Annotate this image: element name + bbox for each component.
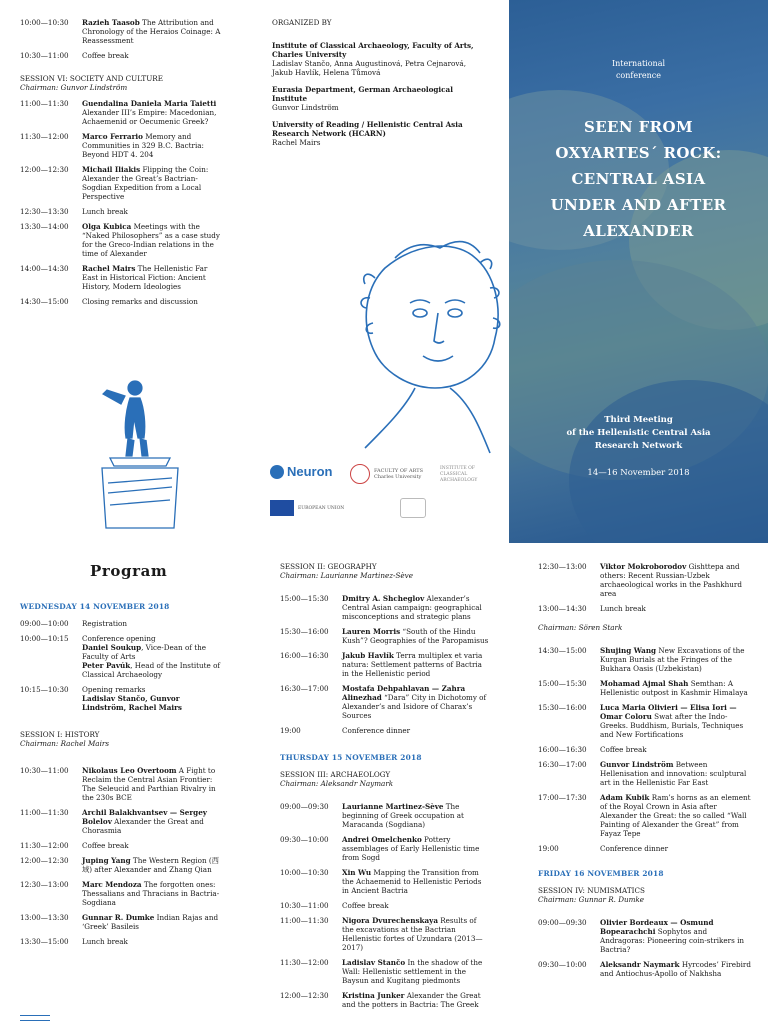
organizer-block: Institute of Classical Archaeology, Faculty of Arts, Charles University Ladislav Stančo, Anna Augustinová, Petra Cejnarová, Jakub Havlík, Helena Tůmová [272,41,474,77]
schedule-row [280,627,490,645]
eu-flag-icon [270,500,294,516]
schedule-time: 19:00 [538,844,559,853]
schedule-entry: Xin Wu Mapping the Transition from the Achaemenid to Hellenistic Periods in Ancient Bactria [342,868,482,895]
schedule-row [538,760,753,787]
schedule-row [20,264,225,291]
schedule-row [280,684,490,720]
session2-chair: Chairman: Laurianne Martinez-Sève [280,571,413,580]
schedule-time: 11:00—11:30 [20,808,69,817]
schedule-time: 14:00—14:30 [20,264,69,273]
session6-title: SESSION VI: SOCIETY AND CULTURE [20,74,163,83]
schedule-row [20,913,225,931]
schedule-row [280,916,490,952]
schedule-row [20,51,225,60]
schedule-entry: Coffee break [342,901,389,910]
schedule-row [20,808,225,835]
session4-chair: Chairman: Gunnar R. Dumke [538,895,645,904]
schedule-entry: Kristina Junker Alexander the Great and the potters in Bactria: The Greek [342,991,481,1009]
schedule-entry: Coffee break [82,51,129,60]
schedule-row [20,619,225,628]
cover-title-line: UNDER AND AFTER [550,196,727,214]
schedule-row [538,960,753,978]
schedule-time: 10:00—10:30 [20,18,69,27]
schedule-row [20,297,225,306]
schedule-entry: Opening remarks Ladislav Stančo, Gunvor Lindström, Rachel Mairs [82,685,182,712]
session4-title: SESSION IV: NUMISMATICS [538,886,645,895]
schedule-time: 10:30—11:00 [20,51,69,60]
schedule-entry: Ladislav Stančo In the shadow of the Wall: Hellenistic settlement in the Baysun and Kugitang piedmonts [342,958,483,985]
schedule-entry: Rachel Mairs The Hellenistic Far East in Historical Fiction: Ancient History, Modern Ideologies [82,264,208,291]
cover-meeting [509,414,768,453]
schedule-row [280,901,490,910]
session2-title: SESSION II: GEOGRAPHY [280,562,377,571]
cover-title-line: CENTRAL ASIA [571,170,706,188]
s3-list [280,802,490,1009]
cover-title-line: SEEN FROM [583,118,694,136]
schedule-entry: Lunch break [600,604,646,613]
cover-meeting-line: Third Meeting [604,415,673,425]
schedule-row [20,937,225,946]
schedule-entry: Andrei Omelchenko Pottery assemblages of Early Hellenistic time from Sogd [342,835,480,862]
schedule-entry: Razieh Taasob The Attribution and Chronology of the Heraios Coinage: A Reassessment [82,18,221,45]
s4-list [538,918,753,978]
cupid-statue-illustration [80,368,200,538]
schedule-time: 11:00—11:30 [280,916,329,925]
schedule-row [280,802,490,829]
col3b-list [538,646,753,853]
schedule-row [538,562,753,598]
seal-icon [350,464,370,484]
schedule-entry: Coffee break [600,745,647,754]
schedule-time: 12:30—13:00 [20,880,69,889]
cover-kicker-1: International [611,59,666,68]
schedule-row [280,651,490,678]
session6-chair: Chairman: Gunvor Lindström [20,83,128,92]
schedule-time: 10:30—11:00 [20,766,69,775]
schedule-time: 13:30—14:00 [20,222,69,231]
schedule-entry: Marco Ferrario Memory and Communities in 329 B.C. Bactria: Beyond HDT 4. 204 [82,132,204,159]
schedule-time: 10:15—10:30 [20,685,69,694]
schedule-entry: Mostafa Dehpahlavan — Zahra Alinezhad “Dara” City in Dichotomy of Alexander’s and Isidore of Charax’s Sources [342,684,487,720]
schedule-entry: Viktor Mokroborodov Gishttepa and others: Recent Russian-Uzbek archaeological works in the Pashkhurd area [600,562,742,598]
wed-day: WEDNESDAY 14 NOVEMBER 2018 [20,602,170,611]
schedule-row [538,745,753,754]
schedule-entry: Aleksandr Naymark Hyrcodes’ Firebird and Antiochus-Apollo of Nakhsha [600,960,751,978]
schedule-time: 15:00—15:30 [280,594,329,603]
gorgon-head-illustration [355,228,505,458]
footer-mark-icon [20,1015,50,1023]
cover-panel [509,0,768,543]
schedule-time: 16:30—17:00 [538,760,587,769]
col3-bottom [538,562,753,984]
schedule-entry: Juping Yang The Western Region (西域) after Alexander and Zhang Qian [82,856,219,874]
s2-list [280,594,490,735]
schedule-time: 12:00—12:30 [20,856,69,865]
schedule-entry: Conference opening Daniel Soukup, Vice-Dean of the Faculty of Arts Peter Pavúk, Head of the Institute of Classical Archaeology [82,634,221,679]
schedule-row [20,207,225,216]
schedule-time: 11:30—12:00 [20,132,69,141]
schedule-row [20,132,225,159]
schedule-time: 09:00—09:30 [538,918,587,927]
schedule-time: 19:00 [280,726,301,735]
cover-title-line: ALEXANDER [583,222,694,240]
org-heading: ORGANIZED BY [272,18,332,27]
cover-meeting-line: of the Hellenistic Central Asia [566,428,711,438]
schedule-entry: Michail Iliakis Flipping the Coin: Alexander the Great’s Bactrian-Sogdian Expedition from a Local Perspective [82,165,209,201]
col1-list [20,18,225,60]
schedule-time: 16:00—16:30 [538,745,587,754]
schedule-entry: Jakub Havlík Terra multiplex et varia natura: Settlement patterns of Bactria in the Hellenistic period [342,651,483,678]
schedule-row [20,165,225,201]
schedule-entry: Registration [82,619,128,628]
schedule-entry: Conference dinner [342,726,411,735]
schedule-row [280,868,490,895]
schedule-row [20,856,225,874]
schedule-time: 15:30—16:00 [280,627,329,636]
schedule-row [538,646,753,673]
schedule-row [20,18,225,45]
schedule-time: 14:30—15:00 [538,646,587,655]
schedule-entry: Gunvor Lindström Between Hellenisation and innovation: sculptural art in the Hellenistic Far East [600,760,747,787]
cover-dates: 14—16 November 2018 [587,468,690,478]
schedule-time: 12:00—12:30 [20,165,69,174]
partner-logo [400,498,426,518]
schedule-row [20,99,225,126]
session1-title: SESSION I: HISTORY [20,730,100,739]
schedule-entry: Closing remarks and discussion [82,297,198,306]
schedule-row [20,685,225,712]
org-blocks [272,41,477,147]
schedule-row [538,918,753,954]
schedule-row [20,841,225,850]
schedule-time: 09:30—10:00 [280,835,329,844]
program-title: Program [90,562,168,580]
schedule-time: 12:00—12:30 [280,991,329,1000]
thu-day: THURSDAY 15 NOVEMBER 2018 [280,753,422,762]
session3-title: SESSION III: ARCHAEOLOGY [280,770,391,779]
schedule-row [280,991,490,1009]
cover-title [509,114,768,244]
schedule-entry: Nigora Dvurechenskaya Results of the excavations at the Bactrian Hellenistic fortes of Uzundara (2013—2017) [342,916,483,952]
chair-stark: Chairman: Sören Stark [538,623,623,632]
schedule-row [280,594,490,621]
schedule-row [538,604,753,613]
col1-bottom [20,592,225,952]
schedule-row [280,958,490,985]
schedule-row [538,679,753,697]
schedule-entry: Gunnar R. Dumke Indian Rajas and ‘Greek’ Basileis [82,913,219,931]
schedule-row [280,835,490,862]
schedule-entry: Lunch break [82,207,128,216]
faculty-logo: FACULTY OF ARTS Charles University [350,464,423,484]
schedule-time: 13:00—14:30 [538,604,587,613]
schedule-entry: Archil Balakhvantsev — Sergey Bolelov Alexander the Great and Chorasmia [82,808,207,835]
schedule-time: 13:30—15:00 [20,937,69,946]
neuron-logo: Neuron [270,464,333,479]
schedule-entry: Laurianne Martinez-Sève The beginning of Greek occupation at Maracanda (Sogdiana) [342,802,464,829]
schedule-row [538,793,753,838]
organizers [272,18,477,155]
cover-meeting-line: Research Network [594,441,683,451]
col1-top [20,18,225,312]
schedule-time: 16:00—16:30 [280,651,329,660]
schedule-entry: Nikolaus Leo Overtoom A Fight to Reclaim the Central Asian Frontier: The Seleucid and Parthian Rivalry in the 230s BCE [82,766,216,802]
schedule-entry: Luca Maria Olivieri — Elisa Iori — Omar Coloru Swat after the Indo-Greeks. Buddhism, Burials, Techniques and New Fortifications [600,703,744,739]
schedule-entry: Shujing Wang New Excavations of the Kurgan Burials at the Fringes of the Bukhara Oasis (Uzbekistan) [600,646,745,673]
schedule-entry: Olga Kubica Meetings with the “Naked Philosophers” as a case study for the Greco-Indian relations in the time of Alexander [82,222,220,258]
schedule-time: 12:30—13:00 [538,562,587,571]
schedule-time: 09:00—10:00 [20,619,69,628]
eu-logo: EUROPEAN UNION [270,500,344,516]
schedule-row [20,222,225,258]
schedule-time: 10:00—10:15 [20,634,69,643]
schedule-entry: Lunch break [82,937,128,946]
schedule-time: 09:30—10:00 [538,960,587,969]
schedule-row [538,844,753,853]
schedule-entry: Adam Kubik Ram’s horns as an element of the Royal Crown in Asia after Alexander the Great: the so called “Wall Painting of Alexander the Great” from Fayaz Tepe [600,793,751,838]
s1-list [20,766,225,946]
organizer-block: Eurasia Department, German Archaeological Institute Gunvor Lindström [272,85,453,112]
organizer-block: University of Reading / Hellenistic Central Asia Research Network (HCARN) Rachel Mairs [272,120,463,147]
schedule-row [20,634,225,679]
schedule-entry: Mohamad Ajmal Shah Semthan: A Hellenistic outpost in Kashmir Himalaya [600,679,748,697]
schedule-time: 17:00—17:30 [538,793,587,802]
col3a-list [538,562,753,613]
schedule-entry: Dmitry A. Shcheglov Alexander’s Central Asian campaign: geographical misconceptions and strategic plans [342,594,482,621]
session3-chair: Chairman: Aleksandr Naymark [280,779,394,788]
schedule-time: 15:30—16:00 [538,703,587,712]
schedule-row [280,726,490,735]
schedule-entry: Coffee break [82,841,129,850]
schedule-entry: Olivier Bordeaux — Osmund Bopearachchi Sophytos and Andragoras: Pioneering coin-strikers in Bactria? [600,918,744,954]
schedule-entry: Guendalina Daniela Maria Taietti Alexander III’s Empire: Macedonian, Achaemenid or Oecumenic Greek? [82,99,217,126]
schedule-time: 11:30—12:00 [280,958,329,967]
institute-logo: INSTITUTE OF CLASSICAL ARCHAEOLOGY [440,466,478,483]
schedule-entry: Marc Mendoza The forgotten ones: Thessalians and Thracians in Bactria-Sogdiana [82,880,220,907]
schedule-time: 09:00—09:30 [280,802,329,811]
schedule-time: 13:00—13:30 [20,913,69,922]
cover-kicker-2: conference [615,71,662,80]
schedule-row [20,766,225,802]
schedule-time: 10:00—10:30 [280,868,329,877]
fri-day: FRIDAY 16 NOVEMBER 2018 [538,869,664,878]
col2-bottom [280,562,490,1015]
session1-chair: Chairman: Rachel Mairs [20,739,110,748]
neuron-icon [270,465,284,479]
schedule-time: 11:00—11:30 [20,99,69,108]
cover-title-line: OXYARTES´ ROCK: [555,144,722,162]
schedule-row [20,880,225,907]
schedule-entry: Conference dinner [600,844,669,853]
schedule-row [538,703,753,739]
schedule-time: 10:30—11:00 [280,901,329,910]
schedule-entry: Lauren Morris “South of the Hindu Kush”? Geographies of the Paropamisus [342,627,489,645]
wed-list [20,619,225,712]
schedule-time: 14:30—15:00 [20,297,69,306]
schedule-time: 12:30—13:30 [20,207,69,216]
schedule-time: 11:30—12:00 [20,841,69,850]
col1b-list [20,99,225,306]
schedule-time: 15:00—15:30 [538,679,587,688]
schedule-time: 16:30—17:00 [280,684,329,693]
